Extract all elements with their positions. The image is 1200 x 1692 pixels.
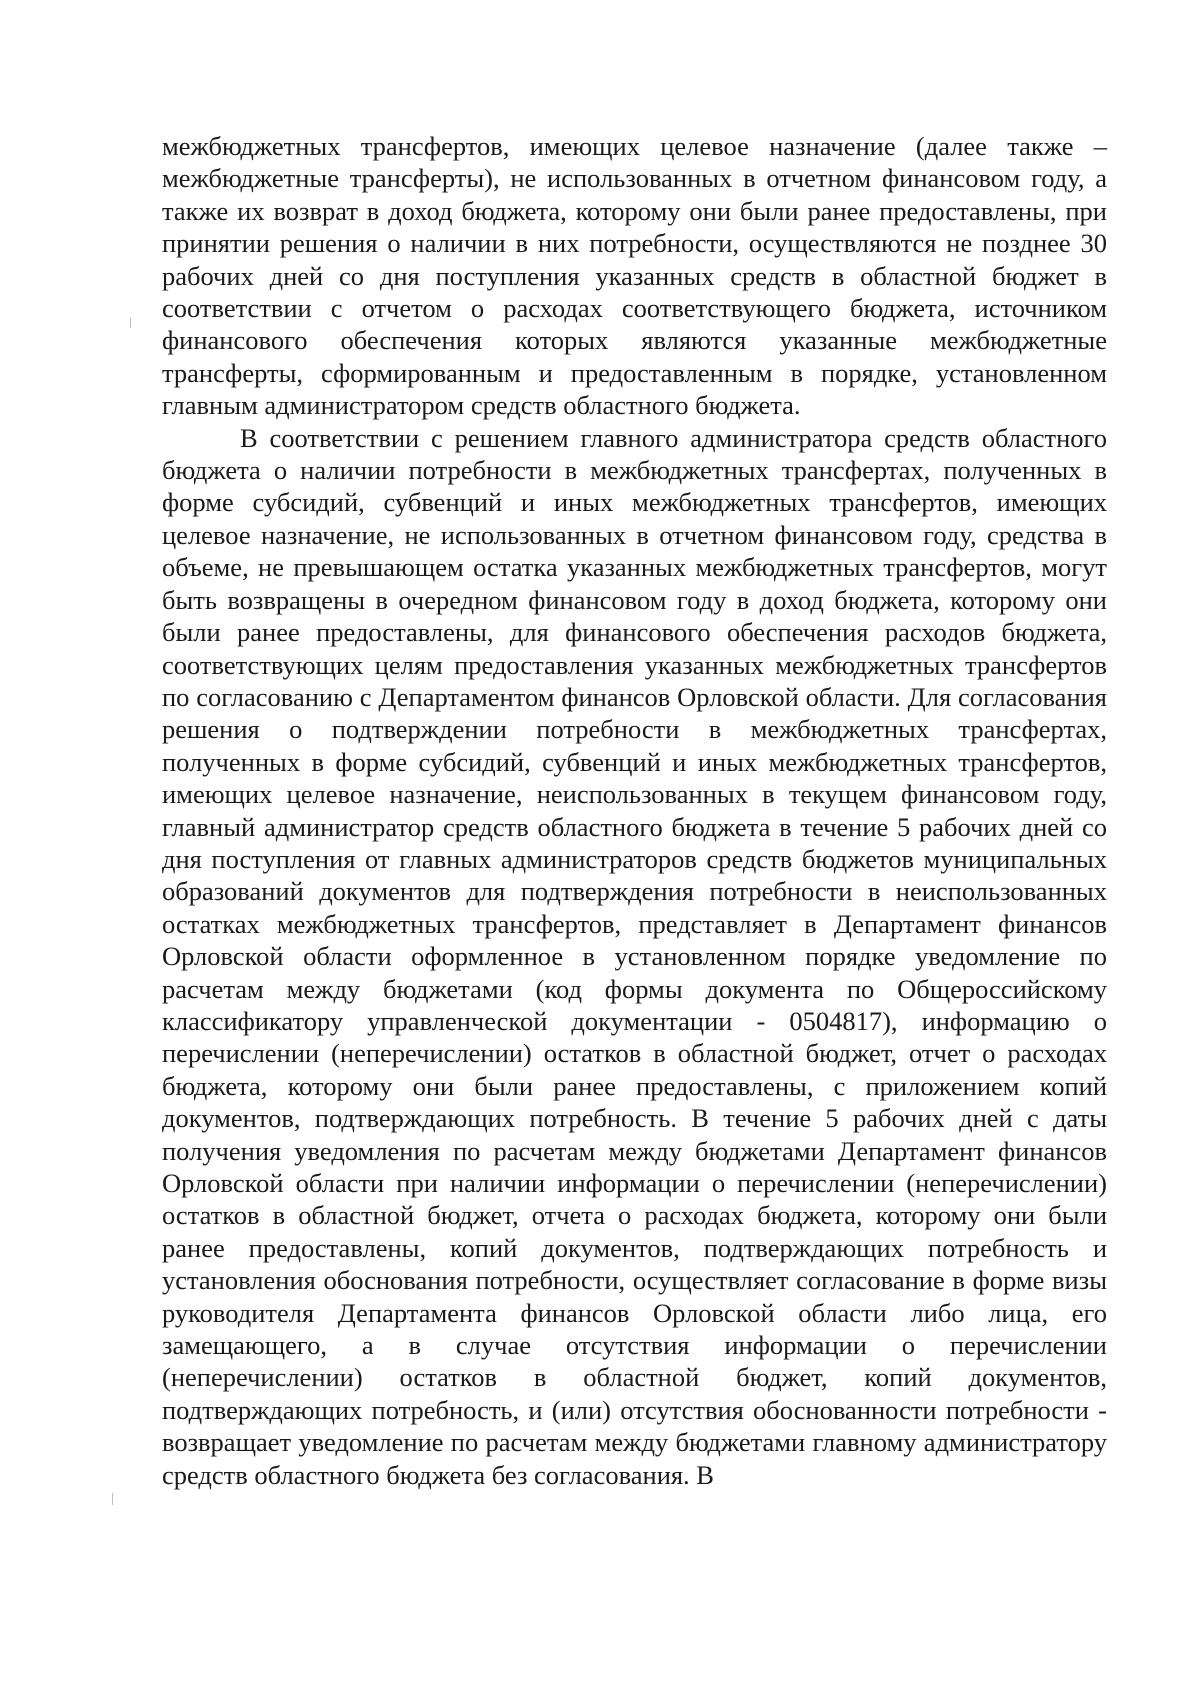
paragraph-budget-transfers: В соответствии с решением главного администратора средств областного бюджета о наличии потребности в межбюджетных трансфертах, полученных в форме субсидий, субвенций и иных межбюджетных трансфертов, имеющих целевое назначение, не использованных в отчетном финансовом году, средства в объеме, не превышающем остатка указанных межбюджетных трансфертов, могут быть возвращены в очередном финансовом году в доход бюджета, которому они были ранее предоставлены, для финансового обеспечения расходов бюджета, соответствующих целям предоставления указанных межбюджетных трансфертов по согласованию с Департаментом финансов Орловской области. Для согласования решения о подтверждении потребности в межбюджетных трансфертах, полученных в форме субсидий, субвенций и иных межбюджетных трансфертов, имеющих целевое назначение, неиспользованных в текущем финансовом году, главный администратор средств областного бюджета в течение 5 рабочих дней со дня поступления от главных администраторов средств бюджетов муниципальных образований документов для подтверждения потребности в неиспользованных остатках межбюджетных трансфертов, представляет в Департамент финансов Орловской области оформленное в установленном порядке уведомление по расчетам между бюджетами (код формы документа по Общероссийскому классификатору управленческой документации - 0504817), информацию о перечислении (неперечислении) остатков в областной бюджет, отчет о расходах бюджета, которому они были ранее предоставлены, с приложением копий документов, подтверждающих потребность. В течение 5 рабочих дней с даты получения уведомления по расчетам между бюджетами Департамент финансов Орловской области при наличии информации о перечислении (неперечислении) остатков в областной бюджет, отчета о расходах бюджета, которому они были ранее предоставлены, копий документов, подтверждающих потребность и установления обоснования потребности, осуществляет согласование в форме визы руководителя Департамента финансов Орловской области либо лица, его замещающего, а в случае отсутствия информации о перечислении (неперечислении) остатков в областной бюджет, копий документов, подтверждающих потребность, и (или) отсутствия обоснованности потребности - возвращает уведомление по расчетам между бюджетами главному администратору средств областного бюджета без согласования. В — [162, 422, 1107, 1490]
document-body — [162, 130, 1107, 1491]
scan-artifact — [130, 318, 131, 328]
scan-artifact — [112, 1493, 113, 1505]
paragraph-continuation: межбюджетных трансфертов, имеющих целевое назначение (далее также – межбюджетные трансферты), не использованных в отчетном финансовом году, а также их возврат в доход бюджета, которому они были ранее предоставлены, при принятии решения о наличии в них потребности, осуществляются не позднее 30 рабочих дней со дня поступления указанных средств в областной бюджет в соответствии с отчетом о расходах соответствующего бюджета, источником финансового обеспечения которых являются указанные межбюджетные трансферты, сформированным и предоставленным в порядке, установленном главным администратором средств областного бюджета. — [162, 131, 1107, 421]
